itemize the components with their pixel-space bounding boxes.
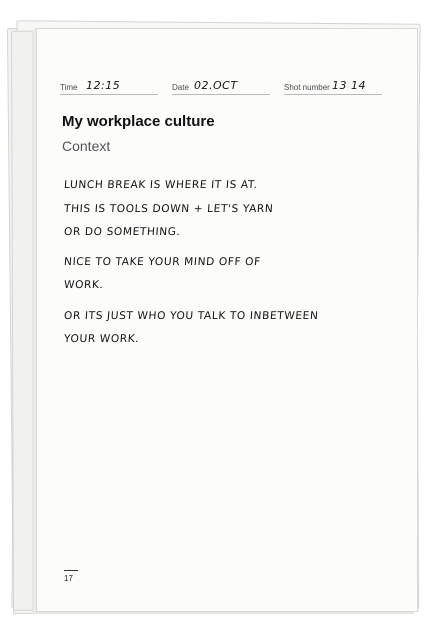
date-label: Date <box>172 83 189 92</box>
handwritten-line: OR DO SOMETHING. <box>63 226 181 238</box>
handwritten-line: OR ITS JUST WHO YOU TALK TO INBETWEEN <box>63 310 319 322</box>
shot-number-field <box>284 74 382 95</box>
handwritten-line: THIS IS TOOLS DOWN + LET'S YARN <box>63 203 274 215</box>
page-title: My workplace culture <box>62 113 215 130</box>
page-number-rule <box>64 570 78 571</box>
date-value: 02.OCT <box>194 79 238 92</box>
date-field <box>172 74 270 95</box>
page-number: 17 <box>64 574 73 583</box>
handwritten-line: NICE TO TAKE YOUR MIND OFF OF <box>63 256 262 268</box>
handwritten-line: YOUR WORK. <box>63 333 140 345</box>
time-field <box>60 74 158 95</box>
time-label: Time <box>60 83 78 92</box>
time-value: 12:15 <box>86 79 121 92</box>
handwritten-line: WORK. <box>63 279 104 291</box>
section-subtitle: Context <box>62 138 111 154</box>
shot-number-value: 13 14 <box>332 79 366 92</box>
handwritten-line: LUNCH BREAK IS WHERE IT IS AT. <box>63 179 259 191</box>
shot-number-label: Shot number <box>284 83 330 92</box>
